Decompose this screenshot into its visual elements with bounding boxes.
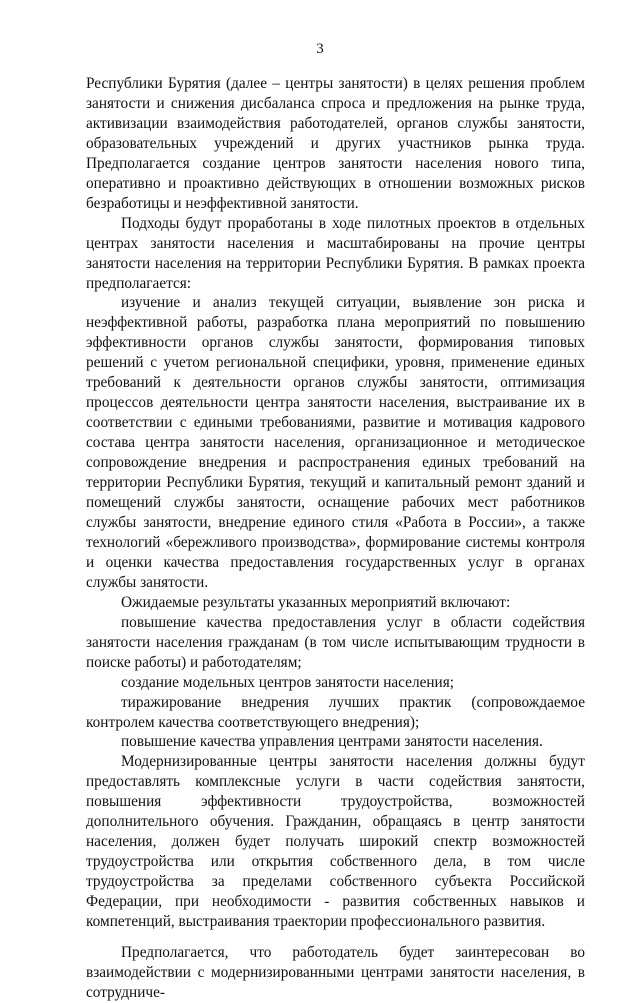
paragraph-expected-results: Ожидаемые результаты указанных мероприятий включают:: [121, 593, 511, 611]
paragraph-continuation: Республики Бурятия (далее – центры занятости) в целях решения проблем занятости и снижения дисбаланса спроса и предложения на рынке труда, активизации взаимодействия работодателей, органов службы занятости, образовательных учреждений и других участников рынка труда. Предполагается создание центров занятости населения нового типа, оперативно и проактивно действующих в отношении возможных рисков безработицы и неэффективной занятости.: [86, 75, 585, 212]
list-item-management-quality: повышение качества управления центрами занятости населения.: [121, 733, 543, 751]
page-number: 3: [316, 41, 324, 57]
paragraph-project-measures: изучение и анализ текущей ситуации, выявление зон риска и неэффективной работы, разработка плана мероприятий по повышению эффективности органов службы занятости, формирования типовых решений с учетом региональной специфики, уровня, применение единых требований к деятельности органов службы занятости, оптимизация процессов деятельности центра занятости населения, выстраивание их в соответствии с едиными требованиями, развитие и мотивация кадрового состава центра занятости населения, организационное и методическое сопровождение внедрения и распространения единых требований на территории Республики Бурятия, текущий и капитальный ремонт зданий и помещений службы занятости, оснащение рабочих мест работников службы занятости, внедрение единого стиля «Работа в России», а также технологий «бережливого производства», формирование системы контроля и оценки качества предоставления государственных услуг в органах службы занятости.: [86, 294, 585, 591]
paragraph-employer-interest: Предполагается, что работодатель будет заинтересован во взаимодействии с модернизированными центрами занятости населения, в сотрудниче-: [86, 943, 585, 1001]
paragraph-modernized-centers: Модернизированные центры занятости населения должны будут предоставлять комплексные услуги в части содействия занятости, повышения эффективности трудоустройства, возможностей дополнительного обучения. Гражданин, обращаясь в центр занятости населения, должен будет получать широкий спектр возможностей трудоустройства или открытия собственного дела, в том числе трудоустройства за пределами собственного субъекта Российской Федерации, при необходимости - развития собственных навыков и компетенций, выстраивания траектории профессионального развития.: [86, 753, 585, 931]
document-body: [86, 74, 585, 1003]
list-item-best-practices: тиражирование внедрения лучших практик (сопровождаемое контролем качества соответствующего внедрения);: [86, 693, 585, 731]
list-item-model-centers: создание модельных центров занятости населения;: [121, 673, 455, 691]
list-item-service-quality: повышение качества предоставления услуг в области содействия занятости населения гражданам (в том числе испытывающим трудности в поиске работы) и работодателям;: [86, 613, 585, 671]
paragraph-pilot-projects: Подходы будут проработаны в ходе пилотных проектов в отдельных центрах занятости населения и масштабированы на прочие центры занятости населения на территории Республики Бурятия. В рамках проекта предполагается:: [86, 214, 585, 292]
